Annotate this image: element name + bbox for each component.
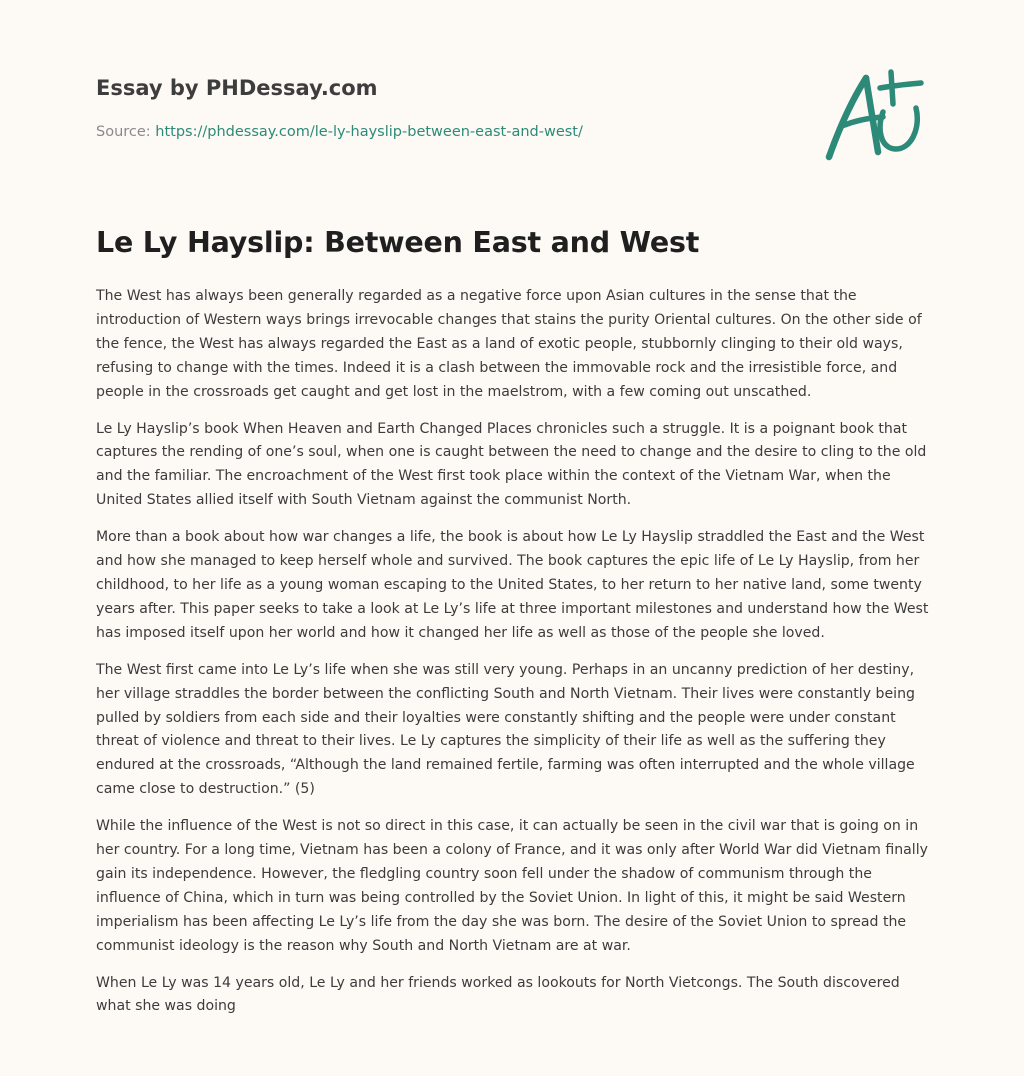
paragraph: While the influence of the West is not so direct in this case, it can actually be seen in the civil war that is going on in her country. For a long time, Vietnam has been a colony of France, and it was only after World War did Vietnam finally gain its independence. However, the fledgling country soon fell under the shadow of communism through the influence of China, which in turn was being controlled by the Soviet Union. In light of this, it might be said Western imperialism has been affecting Le Ly’s life from the day she was born. The desire of the Soviet Union to spread the communist ideology is the reason why South and North Vietnam are at war.	[96, 818, 928, 954]
essay-title: Le Ly Hayslip: Between East and West	[96, 226, 700, 259]
a-plus-icon	[820, 64, 928, 164]
paragraph: More than a book about how war changes a life, the book is about how Le Ly Hayslip straddled the East and the West and how she managed to keep herself whole and survived. The book captures the epic life of Le Ly Hayslip, from her childhood, to her life as a young woman escaping to the United States, to her return to her native land, some twenty years after. This paper seeks to take a look at Le Ly’s life at three important milestones and understand how the West has imposed itself upon her world and how it changed her life as well as those of the people she loved.	[96, 529, 929, 641]
source-label: Source:	[96, 124, 156, 140]
source-link[interactable]: https://phdessay.com/le-ly-hayslip-between-east-and-west/	[155, 124, 583, 140]
paragraph: The West first came into Le Ly’s life when she was still very young. Perhaps in an uncanny prediction of her destiny, her village straddles the border between the conflicting South and North Vietnam. Their lives were constantly being pulled by soldiers from each side and their loyalties were constantly shifting and the people were under constant threat of violence and threat to their lives. Le Ly captures the simplicity of their life as well as the suffering they endured at the crossroads, “Although the land remained fertile, farming was often interrupted and the whole village came close to destruction.” (5)	[96, 661, 915, 798]
site-brand: Essay by PHDessay.com	[96, 76, 378, 100]
paragraph: When Le Ly was 14 years old, Le Ly and her friends worked as lookouts for North Vietcongs. The South discovered what she was doing	[96, 974, 900, 1015]
essay-body	[96, 285, 932, 1032]
paragraph: The West has always been generally regarded as a negative force upon Asian cultures in the sense that the introduction of Western ways brings irrevocable changes that stains the purity Oriental cultures. On the other side of the fence, the West has always regarded the East as a land of exotic people, stubbornly clinging to their old ways, refusing to change with the times. Indeed it is a clash between the immovable rock and the irresistible force, and people in the crossroads get caught and get lost in the maelstrom, with a few coming out unscathed.	[96, 288, 922, 400]
source-line	[96, 124, 583, 140]
paragraph: Le Ly Hayslip’s book When Heaven and Earth Changed Places chronicles such a struggle. It is a poignant book that captures the rending of one’s soul, when one is caught between the need to change and the desire to cling to the old and the familiar. The encroachment of the West first took place within the context of the Vietnam War, when the United States allied itself with South Vietnam against the communist North.	[96, 420, 927, 509]
